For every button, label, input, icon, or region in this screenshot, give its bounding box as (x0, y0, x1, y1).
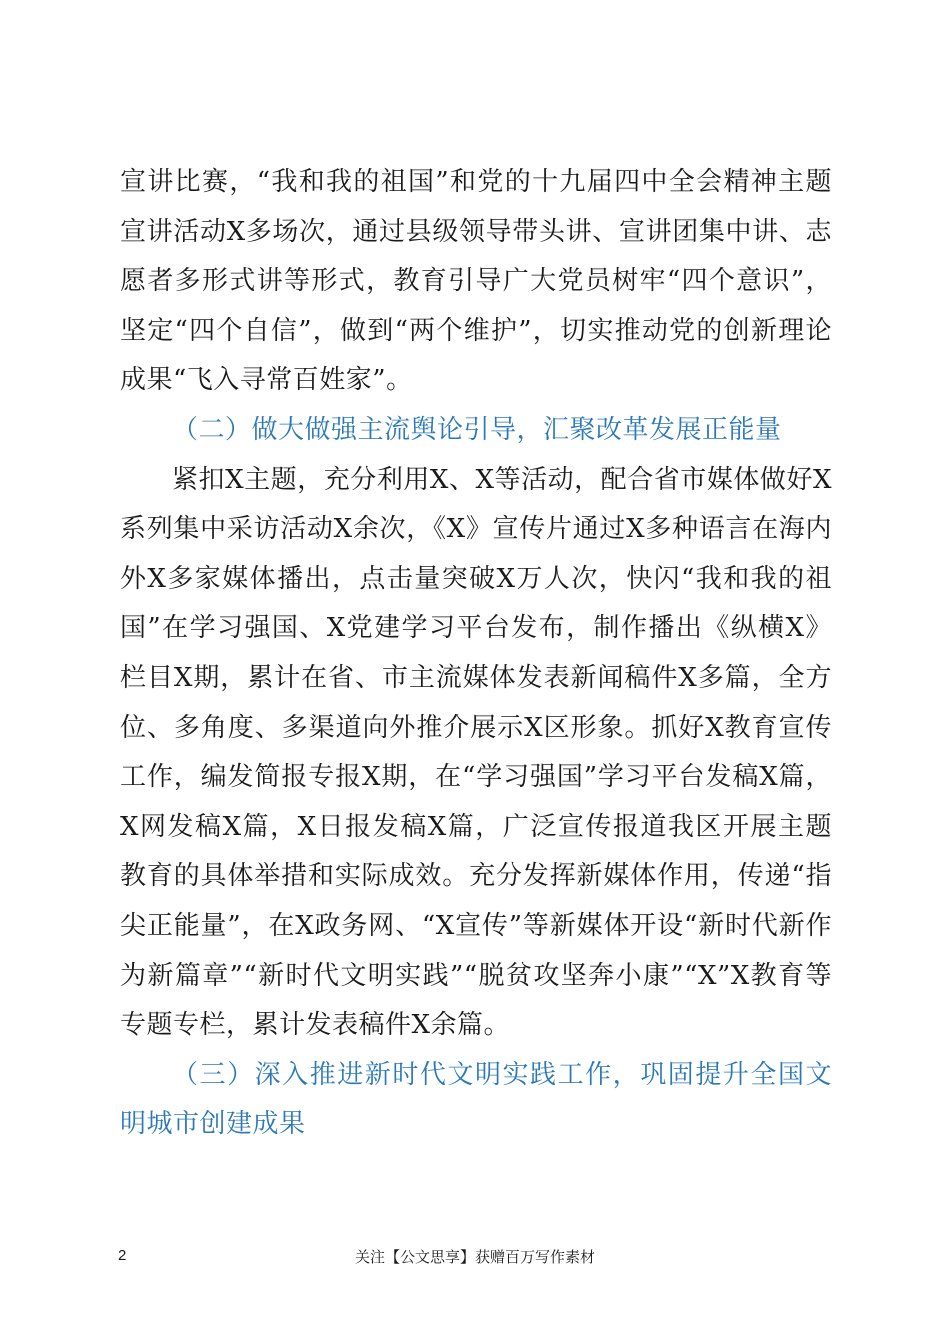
footer-promo-text: 关注【公文思享】获赠百万写作素材 (354, 1248, 595, 1266)
paragraph-continuation: 宣讲比赛，“我和我的祖国”和党的十九届四中全会精神主题宣讲活动X多场次，通过县级领导带头讲、宣讲团集中讲、志愿者多形式讲等形式，教育引导广大党员树牢“四个意识”，坚定“四个自信”，做到“两个维护”，切实推动党的创新理论成果“飞入寻常百姓家”。 (120, 167, 832, 396)
section-heading-3: （三）深入推进新时代文明实践工作，巩固提升全国文明城市创建成果 (120, 1059, 832, 1140)
paragraph-body: 紧扣X主题，充分利用X、X等活动，配合省市媒体做好X系列集中采访活动X余次，《X》宣传片通过X多种语言在海内外X多家媒体播出，点击量突破X万人次，快闪“我和我的祖国”在学习强国、X党建学习平台发布，制作播出《纵横X》栏目X期，累计在省、市主流媒体发表新闻稿件X多篇，全方位、多角度、多渠道向外推介展示X区形象。抓好X教育宣传工作，编发简报专报X期，在“学习强国”学习平台发稿X篇，X网发稿X篇，X日报发稿X篇，广泛宣传报道我区开展主题教育的具体举措和实际成效。充分发挥新媒体作用，传递“指尖正能量”，在X政务网、“X宣传”等新媒体开设“新时代新作为新篇章”“新时代文明实践”“脱贫攻坚奔小康”“X”X教育等专题专栏，累计发表稿件X余篇。 (120, 464, 832, 1041)
document-body (120, 158, 832, 1150)
page-number: 2 (118, 1247, 127, 1264)
section-heading-2: （二）做大做强主流舆论引导，汇聚改革发展正能量 (172, 414, 782, 445)
